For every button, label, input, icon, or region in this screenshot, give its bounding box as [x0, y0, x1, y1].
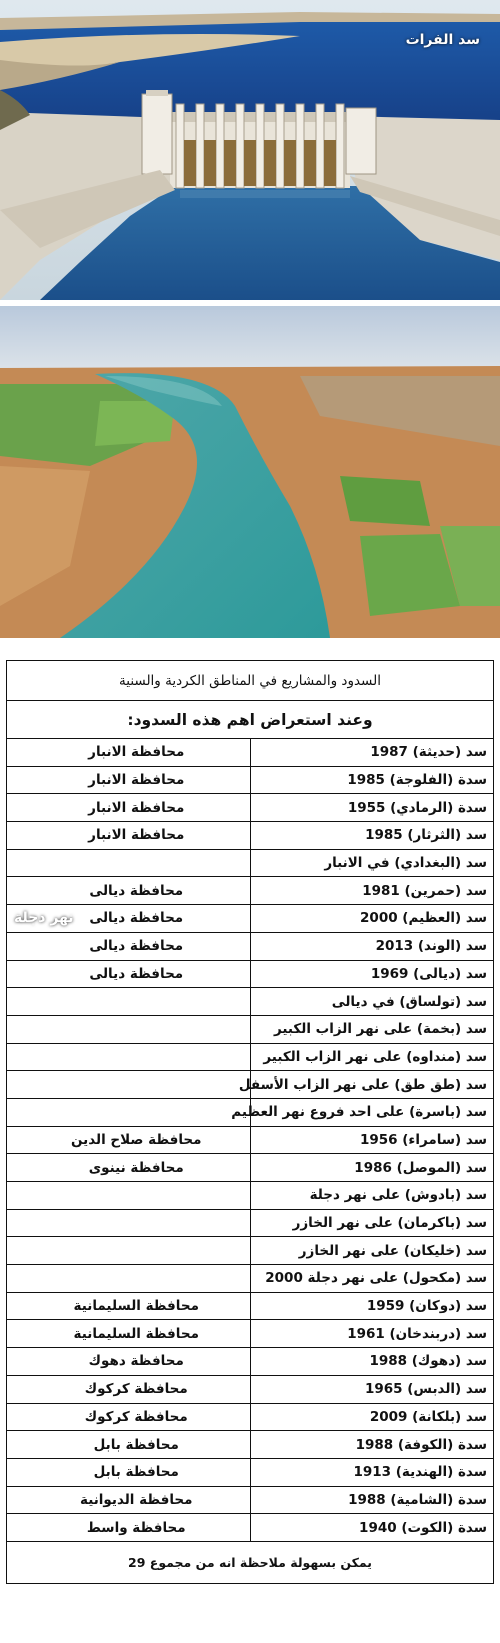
river-illustration — [0, 306, 500, 638]
dam-name-cell: سد (الوند) 2013 — [250, 932, 494, 960]
governorate-cell: محافظة ديالى — [7, 960, 251, 988]
dams-table — [6, 660, 494, 1584]
governorate-cell — [7, 1209, 251, 1237]
table-row — [7, 1126, 494, 1154]
table-row — [7, 905, 494, 933]
table-row — [7, 794, 494, 822]
table-footer-row — [7, 1541, 494, 1583]
table-row — [7, 849, 494, 877]
governorate-cell: محافظة الانبار — [7, 766, 251, 794]
table-row — [7, 1071, 494, 1099]
table-row — [7, 1431, 494, 1459]
dam-name-cell: سد (العظيم) 2000 — [250, 905, 494, 933]
table-row — [7, 960, 494, 988]
governorate-cell — [7, 1098, 251, 1126]
table-row — [7, 932, 494, 960]
governorate-cell — [7, 849, 251, 877]
table-row — [7, 1265, 494, 1293]
governorate-cell: محافظة السليمانية — [7, 1292, 251, 1320]
table-row — [7, 1403, 494, 1431]
governorate-cell: محافظة واسط — [7, 1514, 251, 1542]
governorate-cell: محافظة ديالى — [7, 932, 251, 960]
governorate-cell — [7, 1043, 251, 1071]
table-row — [7, 988, 494, 1016]
dam-name-cell: سد (سامراء) 1956 — [250, 1126, 494, 1154]
dam-name-cell: سد (دوكان) 1959 — [250, 1292, 494, 1320]
table-row — [7, 1043, 494, 1071]
table-row — [7, 1320, 494, 1348]
dam-name-cell: سد (ديالى) 1969 — [250, 960, 494, 988]
dam-name-cell: سد (بلكانة) 2009 — [250, 1403, 494, 1431]
dam-name-cell: سد (خليكان) على نهر الخازر — [250, 1237, 494, 1265]
dam-name-cell: سد (البغدادي) في الانبار — [250, 849, 494, 877]
table-row — [7, 1486, 494, 1514]
dam-name-cell: سد (بخمة) على نهر الزاب الكبير — [250, 1015, 494, 1043]
governorate-cell — [7, 1237, 251, 1265]
dam-name-cell: سد (باسرة) على احد فروع نهر العظيم — [250, 1098, 494, 1126]
dam-name-cell: سد (تولساق) في ديالى — [250, 988, 494, 1016]
table-row — [7, 766, 494, 794]
dam-name-cell: سدة (الرمادي) 1955 — [250, 794, 494, 822]
table-row — [7, 1154, 494, 1182]
dam-name-cell: سد (منداوه) على نهر الزاب الكبير — [250, 1043, 494, 1071]
dam-name-cell: سد (دهوك) 1988 — [250, 1348, 494, 1376]
dam-name-cell: سدة (الشامية) 1988 — [250, 1486, 494, 1514]
dam-name-cell: سد (طق طق) على نهر الزاب الأسفل — [250, 1071, 494, 1099]
governorate-cell: محافظة دهوك — [7, 1348, 251, 1376]
table-row — [7, 1182, 494, 1210]
dam-name-cell: سد (باكرمان) على نهر الخازر — [250, 1209, 494, 1237]
dam-name-cell: سدة (الفلوجة) 1985 — [250, 766, 494, 794]
table-row — [7, 1209, 494, 1237]
table-title: السدود والمشاريع في المناطق الكردية والسنية — [7, 661, 494, 701]
dam-name-cell: سد (بادوش) على نهر دجلة — [250, 1182, 494, 1210]
table-row — [7, 1375, 494, 1403]
table-intro: وعند استعراض اهم هذه السدود: — [7, 701, 494, 739]
governorate-cell — [7, 1071, 251, 1099]
governorate-cell — [7, 1265, 251, 1293]
dam-photo — [0, 0, 500, 300]
table-row — [7, 1458, 494, 1486]
governorate-cell: محافظة الانبار — [7, 794, 251, 822]
governorate-cell: محافظة نينوى — [7, 1154, 251, 1182]
governorate-cell — [7, 1182, 251, 1210]
dam-name-cell: سدة (الكوفة) 1988 — [250, 1431, 494, 1459]
river-caption: نهر دجلة — [14, 910, 74, 926]
governorate-cell: محافظة كركوك — [7, 1403, 251, 1431]
dam-name-cell: سدة (الكوت) 1940 — [250, 1514, 494, 1542]
table-intro-row — [7, 701, 494, 739]
governorate-cell: محافظة بابل — [7, 1458, 251, 1486]
governorate-cell: محافظة ديالى — [7, 905, 251, 933]
governorate-cell: محافظة كركوك — [7, 1375, 251, 1403]
dam-caption: سد الفرات — [405, 32, 480, 48]
table-row — [7, 1237, 494, 1265]
table-row — [7, 1292, 494, 1320]
governorate-cell: محافظة بابل — [7, 1431, 251, 1459]
dam-name-cell: سد (دربندخان) 1961 — [250, 1320, 494, 1348]
table-row — [7, 1348, 494, 1376]
table-row — [7, 739, 494, 767]
governorate-cell: محافظة ديالى — [7, 877, 251, 905]
governorate-cell — [7, 988, 251, 1016]
table-row — [7, 1514, 494, 1542]
dam-name-cell: سد (مكحول) على نهر دجلة 2000 — [250, 1265, 494, 1293]
table-title-row — [7, 661, 494, 701]
table-footer: يمكن بسهولة ملاحظة انه من مجموع 29 — [7, 1541, 494, 1583]
dam-name-cell: سد (الدبس) 1965 — [250, 1375, 494, 1403]
governorate-cell: محافظة السليمانية — [7, 1320, 251, 1348]
governorate-cell — [7, 1015, 251, 1043]
governorate-cell: محافظة الديوانية — [7, 1486, 251, 1514]
governorate-cell: محافظة الانبار — [7, 822, 251, 850]
table-row — [7, 1015, 494, 1043]
dam-name-cell: سدة (الهندية) 1913 — [250, 1458, 494, 1486]
dam-name-cell: سد (الثرثار) 1985 — [250, 822, 494, 850]
table-row — [7, 822, 494, 850]
governorate-cell: محافظة صلاح الدين — [7, 1126, 251, 1154]
dam-name-cell: سد (الموصل) 1986 — [250, 1154, 494, 1182]
dam-name-cell: سد (حمرين) 1981 — [250, 877, 494, 905]
dam-name-cell: سد (حديثة) 1987 — [250, 739, 494, 767]
governorate-cell: محافظة الانبار — [7, 739, 251, 767]
table-row — [7, 877, 494, 905]
table-row — [7, 1098, 494, 1126]
